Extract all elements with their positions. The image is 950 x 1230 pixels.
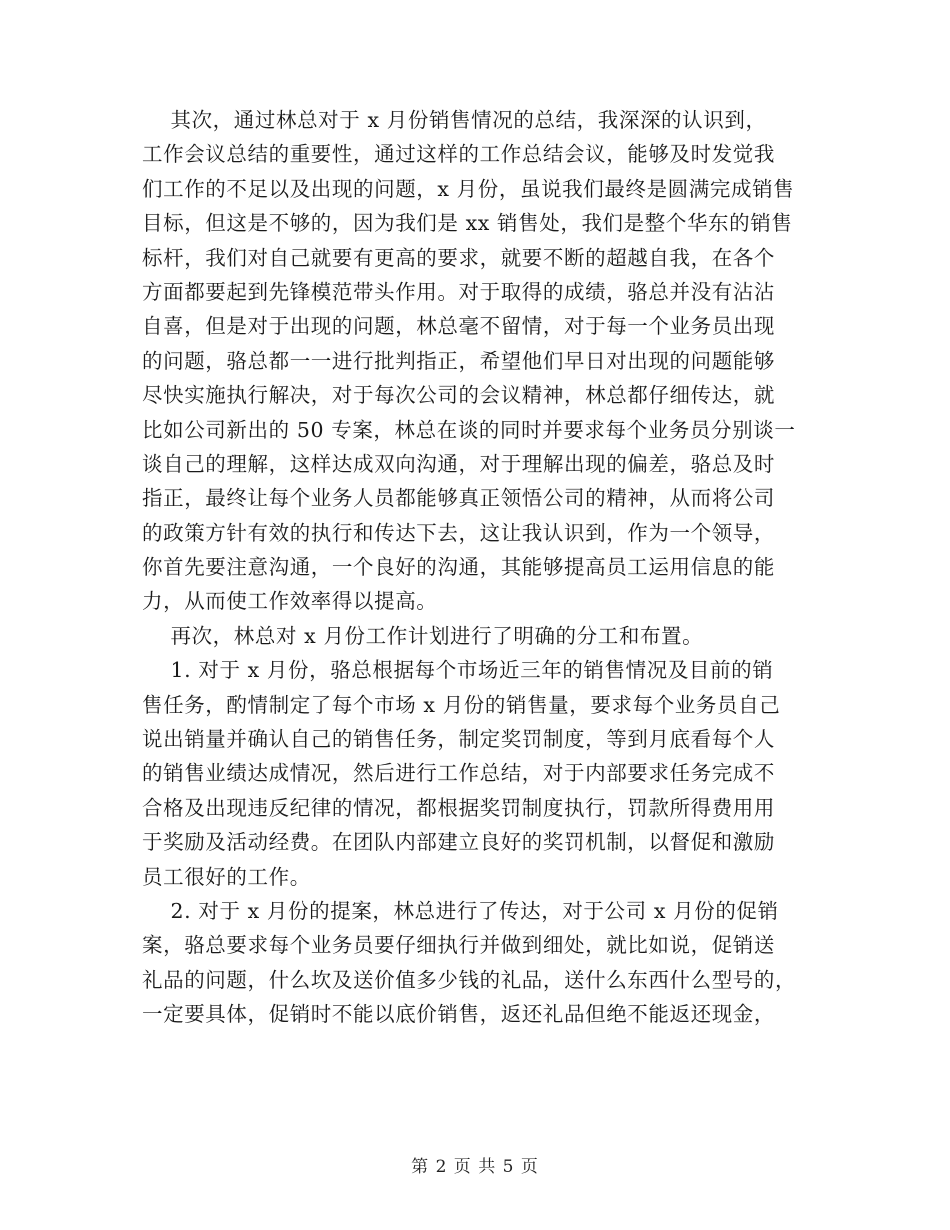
body-line: 尽快实施执行解决，对于每次公司的会议精神，林总都仔细传达，就 [142,383,775,408]
body-line: 方面都要起到先锋模范带头作用。对于取得的成绩，骆总并没有沾沾 [142,279,775,304]
body-line: 礼品的问题，什么坎及送价值多少钱的礼品，送什么东西什么型号的， [142,967,797,992]
body-line: 目标，但这是不够的，因为我们是 xx 销售处，我们是整个华东的销售 [142,211,793,236]
body-line: 再次，林总对 x 月份工作计划进行了明确的分工和布置。 [142,623,704,648]
body-line: 的政策方针有效的执行和传达下去，这让我认识到，作为一个领导， [142,520,775,545]
body-line: 的销售业绩达成情况，然后进行工作总结，对于内部要求任务完成不 [142,761,775,786]
body-line: 员工很好的工作。 [142,864,311,889]
page-number-footer: 第 2 页 共 5 页 [411,1157,539,1177]
body-line: 力，从而使工作效率得以提高。 [142,589,438,614]
body-line: 案，骆总要求每个业务员要仔细执行并做到细处，就比如说，促销送 [142,933,775,958]
document-body [142,103,814,1032]
body-line: 一定要具体，促销时不能以底价销售，返还礼品但绝不能返还现金， [142,1002,775,1027]
body-line: 于奖励及活动经费。在团队内部建立良好的奖罚机制，以督促和激励 [142,830,775,855]
body-line: 你首先要注意沟通，一个良好的沟通，其能够提高员工运用信息的能 [142,555,775,580]
body-line: 自喜，但是对于出现的问题，林总毫不留情，对于每一个业务员出现 [142,314,775,339]
body-line: 标杆，我们对自己就要有更高的要求，就要不断的超越自我，在各个 [142,245,775,270]
body-line: 指正，最终让每个业务人员都能够真正领悟公司的精神，从而将公司 [142,486,775,511]
body-line: 们工作的不足以及出现的问题，x 月份，虽说我们最终是圆满完成销售 [142,176,795,201]
body-line: 1. 对于 x 月份，骆总根据每个市场近三年的销售情况及目前的销 [142,658,774,683]
body-line: 比如公司新出的 50 专案，林总在谈的同时并要求每个业务员分别谈一 [142,417,796,442]
body-line: 谈自己的理解，这样达成双向沟通，对于理解出现的偏差，骆总及时 [142,451,775,476]
body-line: 其次，通过林总对于 x 月份销售情况的总结，我深深的认识到， [142,108,767,132]
body-line: 2. 对于 x 月份的提案，林总进行了传达，对于公司 x 月份的促销 [142,898,779,923]
body-line: 说出销量并确认自己的销售任务，制定奖罚制度，等到月底看每个人 [142,727,775,752]
body-line: 的问题，骆总都一一进行批判指正，希望他们早日对出现的问题能够 [142,348,775,373]
body-line: 售任务，酌情制定了每个市场 x 月份的销售量，要求每个业务员自己 [142,692,781,717]
body-line: 工作会议总结的重要性，通过这样的工作总结会议，能够及时发觉我 [142,142,775,167]
body-line: 合格及出现违反纪律的情况，都根据奖罚制度执行，罚款所得费用用 [142,795,775,820]
